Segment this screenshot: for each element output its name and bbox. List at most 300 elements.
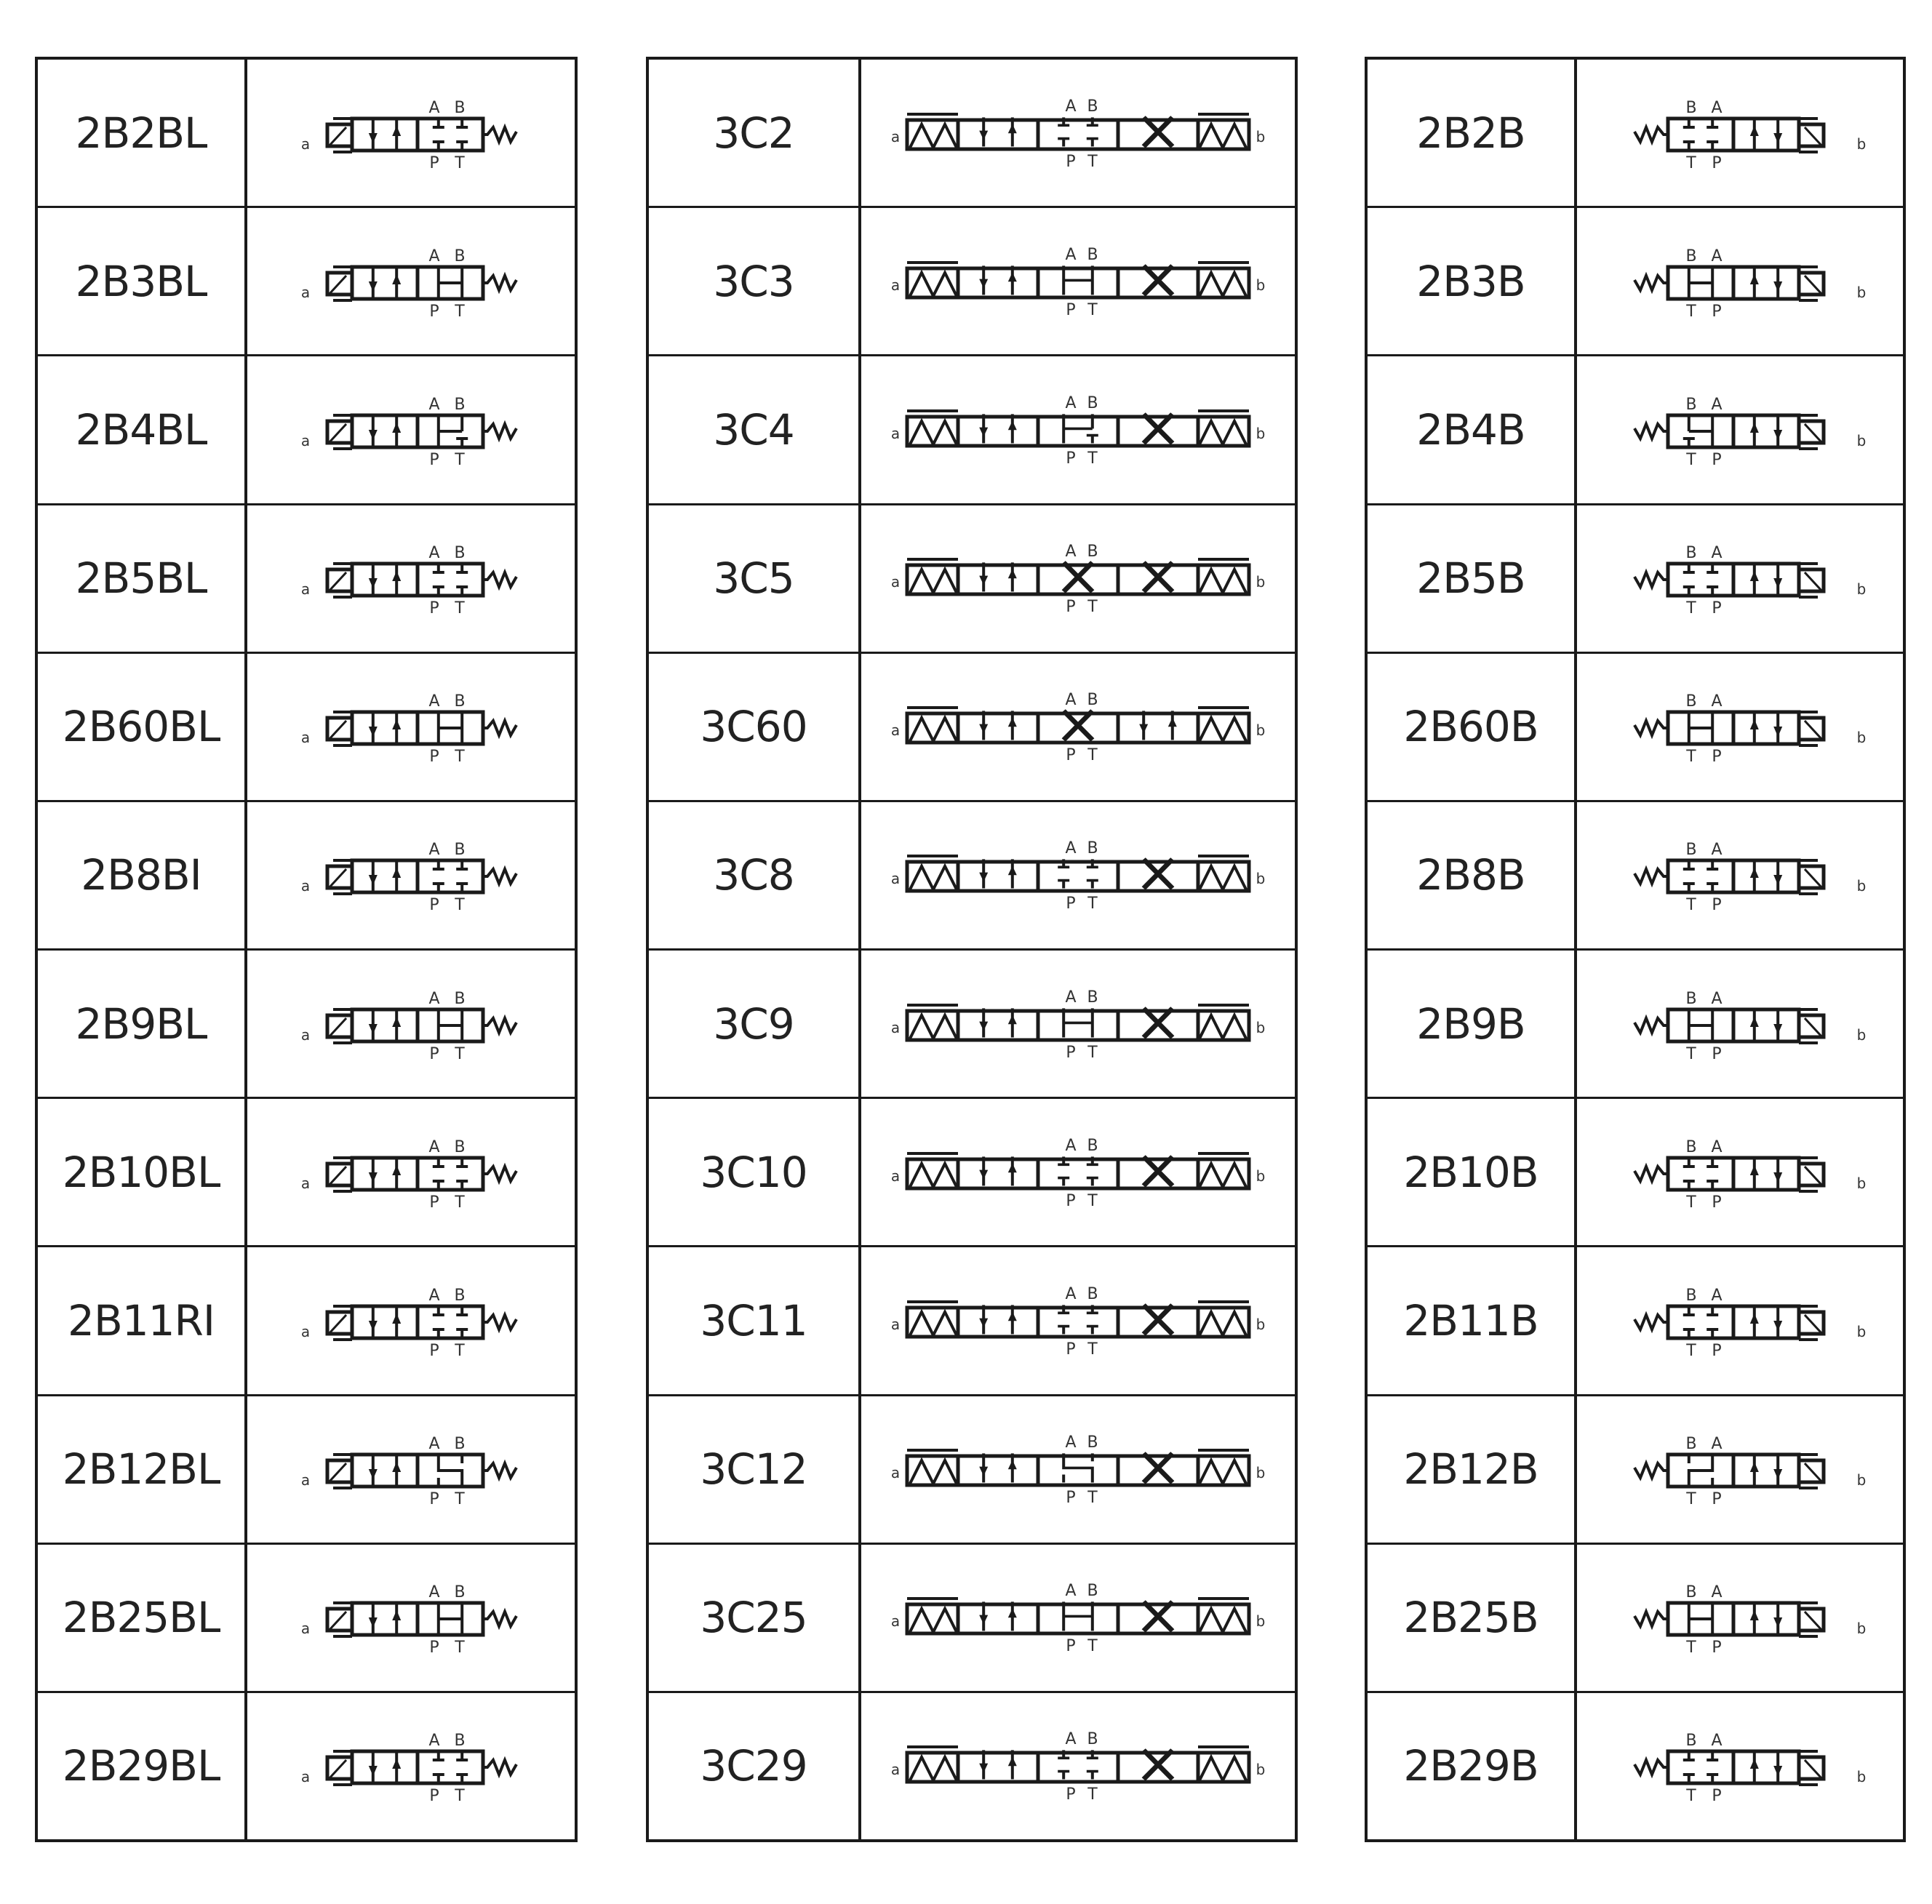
valve-code: 2B3BL (38, 208, 247, 354)
table-row (1368, 354, 1903, 503)
solenoid-a-label: a (890, 1018, 901, 1036)
table-row (1368, 60, 1903, 206)
valve-symbol-cell (1577, 1545, 1903, 1691)
port-a-label: A (1711, 1583, 1723, 1602)
valve-symbol (882, 683, 1274, 770)
valve-code: 2B29BL (38, 1693, 247, 1839)
solenoid-b-label: b (1256, 1167, 1266, 1185)
port-p-label: P (1712, 1341, 1722, 1360)
port-a-label: A (428, 692, 440, 711)
port-t-label: T (1087, 1489, 1098, 1508)
port-a-label: A (1065, 543, 1077, 561)
valve-code: 2B9BL (38, 951, 247, 1097)
port-a-label: A (1711, 1286, 1723, 1305)
port-a-label: A (1711, 841, 1723, 860)
solenoid-side-label: b (1856, 1620, 1867, 1638)
valve-symbol-cell (861, 802, 1295, 948)
solenoid-b-label: b (1256, 424, 1266, 442)
valve-symbol (266, 238, 556, 325)
valve-symbol-cell (247, 951, 575, 1097)
valve-symbol-cell (861, 505, 1295, 652)
port-b-label: B (1087, 393, 1098, 412)
port-a-label: A (1065, 245, 1077, 264)
port-t-label: T (1686, 1490, 1696, 1509)
port-a-label: A (428, 1732, 440, 1751)
valve-code: 2B8BI (38, 802, 247, 948)
valve-symbol-cell (1577, 60, 1903, 206)
port-p-label: P (1712, 1193, 1722, 1212)
valve-symbol (266, 1425, 556, 1513)
port-p-label: P (429, 153, 439, 172)
port-p-label: P (1066, 1340, 1076, 1359)
port-b-label: B (454, 544, 466, 563)
valve-symbol (1594, 1129, 1885, 1216)
port-t-label: T (1686, 1341, 1696, 1360)
solenoid-side-label: a (300, 135, 311, 153)
valve-symbol (1594, 1425, 1885, 1513)
table-row (38, 1097, 575, 1245)
port-p-label: P (429, 1639, 439, 1657)
solenoid-b-label: b (1256, 127, 1266, 145)
port-b-label: B (454, 692, 466, 711)
valve-symbol-cell (861, 1693, 1295, 1839)
port-p-label: P (1066, 598, 1076, 617)
port-t-label: T (455, 1044, 465, 1063)
port-b-label: B (454, 989, 466, 1008)
valve-symbol-cell (247, 505, 575, 652)
port-b-label: B (1087, 97, 1098, 116)
port-p-label: P (429, 1193, 439, 1212)
port-a-label: A (428, 247, 440, 265)
valve-symbol (1594, 1574, 1885, 1661)
port-a-label: A (428, 1583, 440, 1602)
valve-symbol-cell (861, 208, 1295, 354)
solenoid-side-label: b (1856, 729, 1867, 747)
port-t-label: T (1686, 1044, 1696, 1063)
valve-symbol (266, 1277, 556, 1364)
table-row (1368, 1543, 1903, 1691)
valve-code: 3C5 (649, 505, 861, 652)
port-t-label: T (1087, 449, 1098, 468)
port-b-label: B (1087, 245, 1098, 264)
port-b-label: B (1685, 544, 1697, 563)
table-row (649, 503, 1295, 652)
table-row (1368, 1245, 1903, 1393)
port-b-label: B (454, 841, 466, 860)
solenoid-a-label: a (890, 870, 901, 888)
solenoid-b-label: b (1256, 1612, 1266, 1631)
valve-symbol-cell (247, 60, 575, 206)
valve-code: 2B4B (1368, 356, 1577, 503)
solenoid-a-label: a (890, 573, 901, 591)
port-b-label: B (454, 1583, 466, 1602)
table-row (38, 1691, 575, 1839)
valve-symbol (882, 1722, 1274, 1809)
table-row (649, 652, 1295, 800)
port-b-label: B (1685, 692, 1697, 711)
valve-symbol (882, 238, 1274, 325)
table-row (1368, 503, 1903, 652)
solenoid-b-label: b (1256, 870, 1266, 888)
port-b-label: B (454, 247, 466, 265)
port-a-label: A (428, 98, 440, 117)
port-b-label: B (1685, 1732, 1697, 1751)
valve-symbol (1594, 1277, 1885, 1364)
solenoid-side-label: b (1856, 1174, 1867, 1192)
valve-symbol (882, 535, 1274, 622)
valve-symbol-cell (247, 1099, 575, 1245)
port-p-label: P (1066, 1785, 1076, 1804)
valve-code: 3C8 (649, 802, 861, 948)
port-a-label: A (428, 989, 440, 1008)
port-p-label: P (1712, 1490, 1722, 1509)
valve-symbol-cell (861, 60, 1295, 206)
port-p-label: P (429, 748, 439, 767)
port-p-label: P (429, 599, 439, 618)
valve-code: 3C3 (649, 208, 861, 354)
table-row (649, 1691, 1295, 1839)
valve-code: 2B2BL (38, 60, 247, 206)
valve-symbol-cell (1577, 208, 1903, 354)
solenoid-side-label: a (300, 877, 311, 895)
port-p-label: P (1066, 300, 1076, 319)
port-p-label: P (429, 450, 439, 469)
valve-symbol (1594, 683, 1885, 770)
valve-symbol (882, 1277, 1274, 1364)
table-row (38, 652, 575, 800)
valve-symbol (266, 683, 556, 770)
port-p-label: P (429, 302, 439, 321)
solenoid-a-label: a (890, 1464, 901, 1482)
port-b-label: B (454, 1286, 466, 1305)
valve-symbol-cell (1577, 1396, 1903, 1543)
table-row (649, 948, 1295, 1097)
port-t-label: T (1686, 896, 1696, 915)
port-a-label: A (428, 1137, 440, 1156)
port-p-label: P (1712, 1639, 1722, 1657)
valve-symbol-cell (861, 356, 1295, 503)
solenoid-a-label: a (890, 1167, 901, 1185)
solenoid-a-label: a (890, 276, 901, 294)
table-row (649, 60, 1295, 206)
port-b-label: B (1685, 1583, 1697, 1602)
solenoid-a-label: a (890, 1315, 901, 1333)
valve-code: 2B5B (1368, 505, 1577, 652)
valve-code: 2B11B (1368, 1247, 1577, 1393)
port-t-label: T (455, 1639, 465, 1657)
port-t-label: T (455, 1787, 465, 1806)
solenoid-b-label: b (1256, 1464, 1266, 1482)
port-a-label: A (1065, 393, 1077, 412)
valve-code: 2B60BL (38, 654, 247, 800)
port-t-label: T (1087, 1637, 1098, 1656)
valve-symbol (882, 1129, 1274, 1216)
port-p-label: P (1712, 748, 1722, 767)
solenoid-side-label: a (300, 580, 311, 599)
valve-code: 3C25 (649, 1545, 861, 1691)
table-row (38, 206, 575, 354)
port-t-label: T (455, 153, 465, 172)
valve-code: 2B29B (1368, 1693, 1577, 1839)
table-row (649, 1394, 1295, 1543)
port-p-label: P (1066, 152, 1076, 171)
port-a-label: A (428, 1435, 440, 1454)
valve-symbol-cell (1577, 356, 1903, 503)
port-t-label: T (455, 599, 465, 618)
valve-symbol (882, 831, 1274, 919)
valve-symbol (882, 980, 1274, 1068)
valve-symbol (266, 1129, 556, 1216)
solenoid-a-label: a (890, 424, 901, 442)
solenoid-side-label: b (1856, 1322, 1867, 1340)
port-p-label: P (1712, 1044, 1722, 1063)
port-t-label: T (455, 450, 465, 469)
solenoid-side-label: a (300, 1322, 311, 1340)
port-a-label: A (428, 841, 440, 860)
valve-code: 2B12BL (38, 1396, 247, 1543)
solenoid-side-label: a (300, 431, 311, 449)
valve-code: 3C9 (649, 951, 861, 1097)
port-b-label: B (1685, 98, 1697, 117)
port-p-label: P (1712, 450, 1722, 469)
port-b-label: B (1087, 543, 1098, 561)
port-a-label: A (1711, 692, 1723, 711)
table-row (1368, 948, 1903, 1097)
valve-table-right (1365, 57, 1906, 1842)
port-p-label: P (1066, 746, 1076, 765)
valve-symbol (1594, 89, 1885, 177)
port-a-label: A (1065, 1730, 1077, 1749)
table-row (1368, 1394, 1903, 1543)
valve-code: 2B2B (1368, 60, 1577, 206)
port-t-label: T (1087, 300, 1098, 319)
solenoid-side-label: a (300, 283, 311, 301)
port-t-label: T (1686, 302, 1696, 321)
valve-code: 2B60B (1368, 654, 1577, 800)
port-b-label: B (1685, 1286, 1697, 1305)
solenoid-side-label: b (1856, 283, 1867, 301)
port-a-label: A (428, 544, 440, 563)
port-t-label: T (1686, 450, 1696, 469)
valve-symbol-cell (1577, 505, 1903, 652)
port-b-label: B (1685, 841, 1697, 860)
table-row (38, 1394, 575, 1543)
port-t-label: T (455, 1341, 465, 1360)
valve-symbol (266, 89, 556, 177)
port-t-label: T (1686, 1193, 1696, 1212)
valve-symbol-cell (861, 1099, 1295, 1245)
port-a-label: A (1711, 1732, 1723, 1751)
port-b-label: B (1087, 839, 1098, 858)
valve-code: 2B10B (1368, 1099, 1577, 1245)
valve-symbol-cell (861, 1545, 1295, 1691)
valve-symbol (1594, 831, 1885, 919)
valve-table-middle (646, 57, 1298, 1842)
solenoid-side-label: a (300, 729, 311, 747)
valve-symbol-cell (1577, 654, 1903, 800)
port-p-label: P (429, 1044, 439, 1063)
port-p-label: P (1712, 153, 1722, 172)
port-b-label: B (1685, 247, 1697, 265)
port-t-label: T (455, 748, 465, 767)
port-b-label: B (1087, 1582, 1098, 1601)
port-t-label: T (1087, 746, 1098, 765)
valve-symbol (266, 831, 556, 919)
solenoid-side-label: b (1856, 431, 1867, 449)
valve-code: 3C4 (649, 356, 861, 503)
solenoid-side-label: a (300, 1471, 311, 1489)
port-p-label: P (1066, 1637, 1076, 1656)
table-row (649, 1543, 1295, 1691)
valve-symbol (882, 1425, 1274, 1513)
port-t-label: T (1686, 599, 1696, 618)
solenoid-side-label: b (1856, 1471, 1867, 1489)
table-row (38, 354, 575, 503)
table-row (38, 948, 575, 1097)
solenoid-b-label: b (1256, 1315, 1266, 1333)
table-row (1368, 1097, 1903, 1245)
port-p-label: P (429, 896, 439, 915)
port-t-label: T (1087, 895, 1098, 913)
table-row (38, 1543, 575, 1691)
port-t-label: T (455, 302, 465, 321)
port-p-label: P (1066, 449, 1076, 468)
table-row (1368, 652, 1903, 800)
port-b-label: B (454, 395, 466, 414)
port-a-label: A (1065, 1136, 1077, 1155)
port-b-label: B (1685, 1435, 1697, 1454)
port-a-label: A (1711, 544, 1723, 563)
port-a-label: A (1711, 1435, 1723, 1454)
valve-symbol-cell (247, 802, 575, 948)
table-row (1368, 206, 1903, 354)
valve-symbol-cell (861, 951, 1295, 1097)
valve-symbol (1594, 386, 1885, 473)
solenoid-a-label: a (890, 1761, 901, 1779)
port-b-label: B (1087, 1433, 1098, 1452)
port-t-label: T (1686, 748, 1696, 767)
valve-code: 2B3B (1368, 208, 1577, 354)
port-p-label: P (429, 1341, 439, 1360)
port-a-label: A (1711, 1137, 1723, 1156)
port-a-label: A (1711, 247, 1723, 265)
solenoid-side-label: a (300, 1768, 311, 1786)
valve-code: 3C11 (649, 1247, 861, 1393)
port-a-label: A (1065, 1433, 1077, 1452)
port-a-label: A (1065, 988, 1077, 1007)
valve-symbol (882, 1574, 1274, 1661)
valve-code: 3C12 (649, 1396, 861, 1543)
solenoid-b-label: b (1256, 1018, 1266, 1036)
port-t-label: T (1087, 1043, 1098, 1062)
valve-code: 2B4BL (38, 356, 247, 503)
port-b-label: B (1685, 395, 1697, 414)
port-t-label: T (455, 1193, 465, 1212)
table-row (1368, 800, 1903, 948)
port-b-label: B (454, 1137, 466, 1156)
valve-symbol-cell (861, 1247, 1295, 1393)
solenoid-side-label: b (1856, 877, 1867, 895)
port-a-label: A (1711, 395, 1723, 414)
valve-symbol (266, 535, 556, 622)
port-t-label: T (1686, 153, 1696, 172)
solenoid-a-label: a (890, 127, 901, 145)
port-t-label: T (1087, 1340, 1098, 1359)
port-b-label: B (1685, 1137, 1697, 1156)
table-row (649, 1097, 1295, 1245)
valve-symbol (1594, 1722, 1885, 1809)
valve-code: 3C29 (649, 1693, 861, 1839)
valve-symbol-cell (247, 1693, 575, 1839)
valve-symbol-cell (247, 1545, 575, 1691)
port-t-label: T (1087, 152, 1098, 171)
valve-symbol-cell (1577, 951, 1903, 1097)
port-a-label: A (1065, 839, 1077, 858)
valve-code: 2B25B (1368, 1545, 1577, 1691)
valve-symbol-cell (247, 208, 575, 354)
port-p-label: P (429, 1787, 439, 1806)
port-a-label: A (1065, 97, 1077, 116)
port-p-label: P (1066, 1191, 1076, 1210)
valve-table-left (35, 57, 578, 1842)
solenoid-side-label: b (1856, 580, 1867, 599)
port-b-label: B (1685, 989, 1697, 1008)
port-p-label: P (1712, 302, 1722, 321)
solenoid-side-label: a (300, 1025, 311, 1044)
solenoid-b-label: b (1256, 721, 1266, 740)
table-row (38, 503, 575, 652)
valve-symbol (266, 386, 556, 473)
table-row (649, 206, 1295, 354)
valve-symbol-cell (247, 1247, 575, 1393)
solenoid-a-label: a (890, 1612, 901, 1631)
port-t-label: T (455, 1490, 465, 1509)
valve-symbol-cell (861, 654, 1295, 800)
port-a-label: A (1711, 98, 1723, 117)
port-p-label: P (1712, 896, 1722, 915)
valve-symbol (882, 89, 1274, 177)
valve-code: 3C10 (649, 1099, 861, 1245)
table-row (38, 800, 575, 948)
port-a-label: A (428, 395, 440, 414)
solenoid-side-label: a (300, 1620, 311, 1638)
port-b-label: B (1087, 1730, 1098, 1749)
table-row (649, 1245, 1295, 1393)
port-t-label: T (455, 896, 465, 915)
port-a-label: A (428, 1286, 440, 1305)
port-a-label: A (1065, 1284, 1077, 1303)
valve-symbol-cell (247, 1396, 575, 1543)
port-p-label: P (1066, 895, 1076, 913)
solenoid-b-label: b (1256, 276, 1266, 294)
valve-code: 2B9B (1368, 951, 1577, 1097)
valve-symbol-cell (247, 654, 575, 800)
valve-symbol-cell (1577, 1099, 1903, 1245)
solenoid-b-label: b (1256, 1761, 1266, 1779)
port-a-label: A (1065, 691, 1077, 710)
valve-symbol (882, 386, 1274, 473)
port-b-label: B (454, 98, 466, 117)
table-row (38, 1245, 575, 1393)
port-a-label: A (1065, 1582, 1077, 1601)
valve-symbol (266, 1574, 556, 1661)
valve-symbol-cell (1577, 1693, 1903, 1839)
table-row (649, 800, 1295, 948)
valve-symbol (1594, 980, 1885, 1068)
port-b-label: B (454, 1435, 466, 1454)
valve-code: 2B11RI (38, 1247, 247, 1393)
valve-code: 2B25BL (38, 1545, 247, 1691)
